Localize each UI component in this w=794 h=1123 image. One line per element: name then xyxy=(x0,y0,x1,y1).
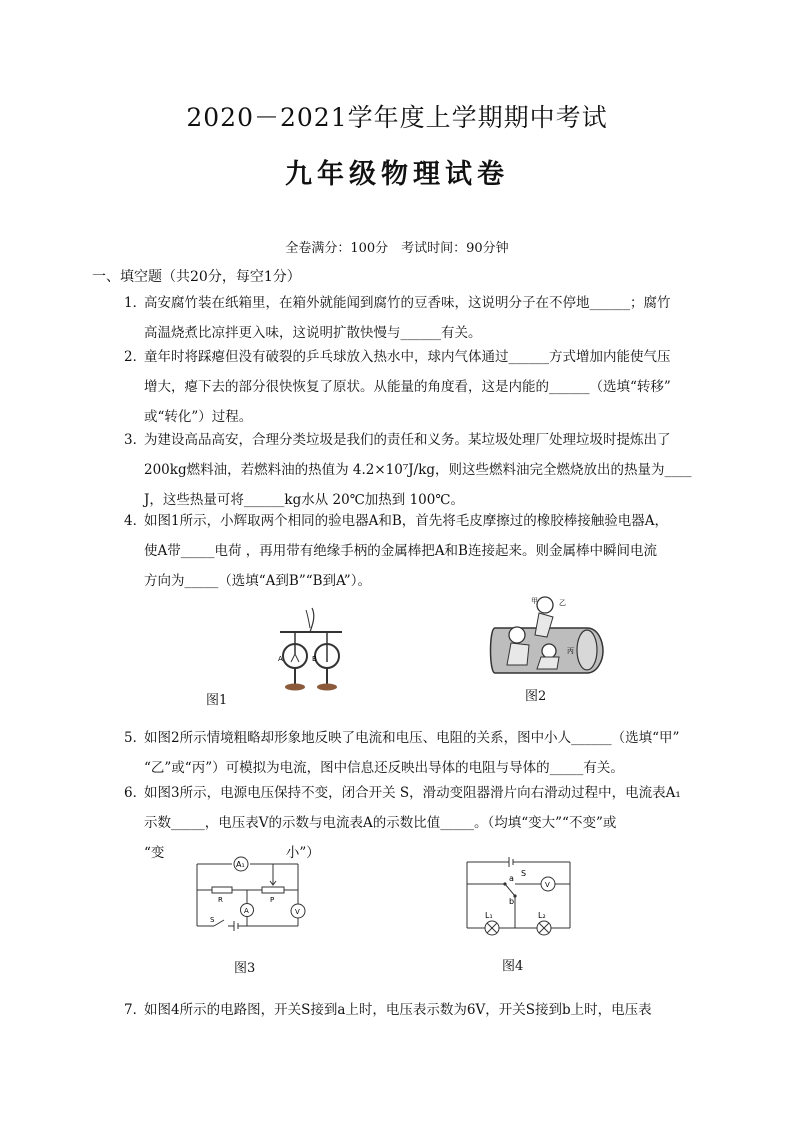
fig1-label-a: A xyxy=(278,655,283,663)
question-number: 5． xyxy=(124,730,147,746)
fig3-label-a1: A₁ xyxy=(236,860,245,869)
question-7 xyxy=(124,995,710,1025)
question-5 xyxy=(124,723,710,783)
fig4-label-a: a xyxy=(509,874,514,883)
fig2-label-bing: 丙 xyxy=(567,647,574,655)
question-line: 如图1所示，小辉取两个相同的验电器A和B，首先将毛皮摩擦过的橡胶棒接触验电器A， xyxy=(144,513,669,529)
exam-meta: 全卷满分：100分 考试时间：90分钟 xyxy=(285,241,509,256)
question-line: 200kg燃料油，若燃料油的热值为 4.2×10⁷J/kg，则这些燃料油完全燃烧放出的热量为____ xyxy=(144,462,692,478)
fig2-label-yi: 乙 xyxy=(559,599,566,607)
exam-subtitle: 九年级物理试卷 xyxy=(285,159,509,190)
question-number: 3． xyxy=(124,432,147,448)
question-number: 7． xyxy=(124,1002,147,1018)
figure-2-caption: 图2 xyxy=(525,689,547,704)
question-line: 高温烧煮比凉拌更入味，这说明扩散快慢与______有关。 xyxy=(144,325,482,341)
fig1-label-b: B xyxy=(312,655,317,663)
question-line: “变 小”） xyxy=(144,845,320,861)
section-title: 一、填空题（共20分，每空1分） xyxy=(92,269,301,285)
fig4-label-v: V xyxy=(545,881,550,889)
question-line: “乙”或“丙”）可模拟为电流，图中信息还反映出导体的电阻与导体的_____有关。 xyxy=(144,760,624,776)
question-number: 1． xyxy=(124,295,147,311)
question-number: 2． xyxy=(124,349,147,365)
figure-3-caption: 图3 xyxy=(234,961,256,976)
fig2-label-jia: 甲 xyxy=(531,597,538,605)
fig3-label-r: R xyxy=(218,896,223,904)
question-line: J，这些热量可将______kg水从 20℃加热到 100℃。 xyxy=(144,492,464,508)
figure-1-electroscopes xyxy=(270,604,350,696)
fig4-label-s: S xyxy=(521,869,527,878)
figure-1-caption: 图1 xyxy=(206,693,228,708)
fig3-label-s: S xyxy=(210,916,215,924)
question-line: 为建设高品高安，合理分类垃圾是我们的责任和义务。某垃圾处理厂处理垃圾时提炼出了 xyxy=(144,432,671,448)
question-line: 使A带_____电荷 ，再用带有绝缘手柄的金属棒把A和B连接起来。则金属棒中瞬间电流 xyxy=(144,543,657,559)
question-line: 增大，瘪下去的部分很快恢复了原状。从能量的角度看，这是内能的______（选填“转移” xyxy=(144,379,671,395)
question-4 xyxy=(124,506,710,596)
question-2 xyxy=(124,342,710,432)
figure-3-circuit xyxy=(192,852,320,932)
fig3-label-a: A xyxy=(244,907,249,915)
fig4-label-b: b xyxy=(509,897,515,906)
fig4-label-l1: L₁ xyxy=(485,911,493,920)
fig3-label-v: V xyxy=(295,908,300,916)
question-line: 或“转化”）过程。 xyxy=(144,409,253,425)
fig4-label-l2: L₂ xyxy=(538,911,546,920)
question-line: 方向为_____（选填“A到B”“B到A”）。 xyxy=(144,573,371,589)
question-line: 示数_____，电压表V的示数与电流表A的示数比值_____。（均填“变大”“不变”或 xyxy=(144,815,617,831)
exam-title: 2020－2021学年度上学期期中考试 xyxy=(186,103,608,132)
question-line: 如图4所示的电路图，开关S接到a上时，电压表示数为6V，开关S接到b上时，电压表 xyxy=(144,1002,652,1018)
question-number: 6． xyxy=(124,785,147,801)
question-line: 童年时将踩瘪但没有破裂的乒乓球放入热水中，球内气体通过______方式增加内能使气压 xyxy=(144,349,671,365)
question-1 xyxy=(124,288,710,348)
question-line: 如图3所示，电源电压保持不变，闭合开关 S，滑动变阻器滑片向右滑动过程中，电流表A₁ xyxy=(144,785,681,801)
question-3 xyxy=(124,425,710,515)
fig3-label-p: P xyxy=(270,896,275,904)
figure-4-circuit xyxy=(463,852,575,938)
question-line: 高安腐竹装在纸箱里，在箱外就能闻到腐竹的豆香味，这说明分子在不停地______；腐竹 xyxy=(144,295,671,311)
question-number: 4． xyxy=(124,513,147,529)
figure-2-current-illustration xyxy=(487,593,607,678)
question-line: 如图2所示情境粗略却形象地反映了电流和电压、电阻的关系，图中小人______（选填“甲” xyxy=(144,730,680,746)
figure-4-caption: 图4 xyxy=(502,959,524,974)
